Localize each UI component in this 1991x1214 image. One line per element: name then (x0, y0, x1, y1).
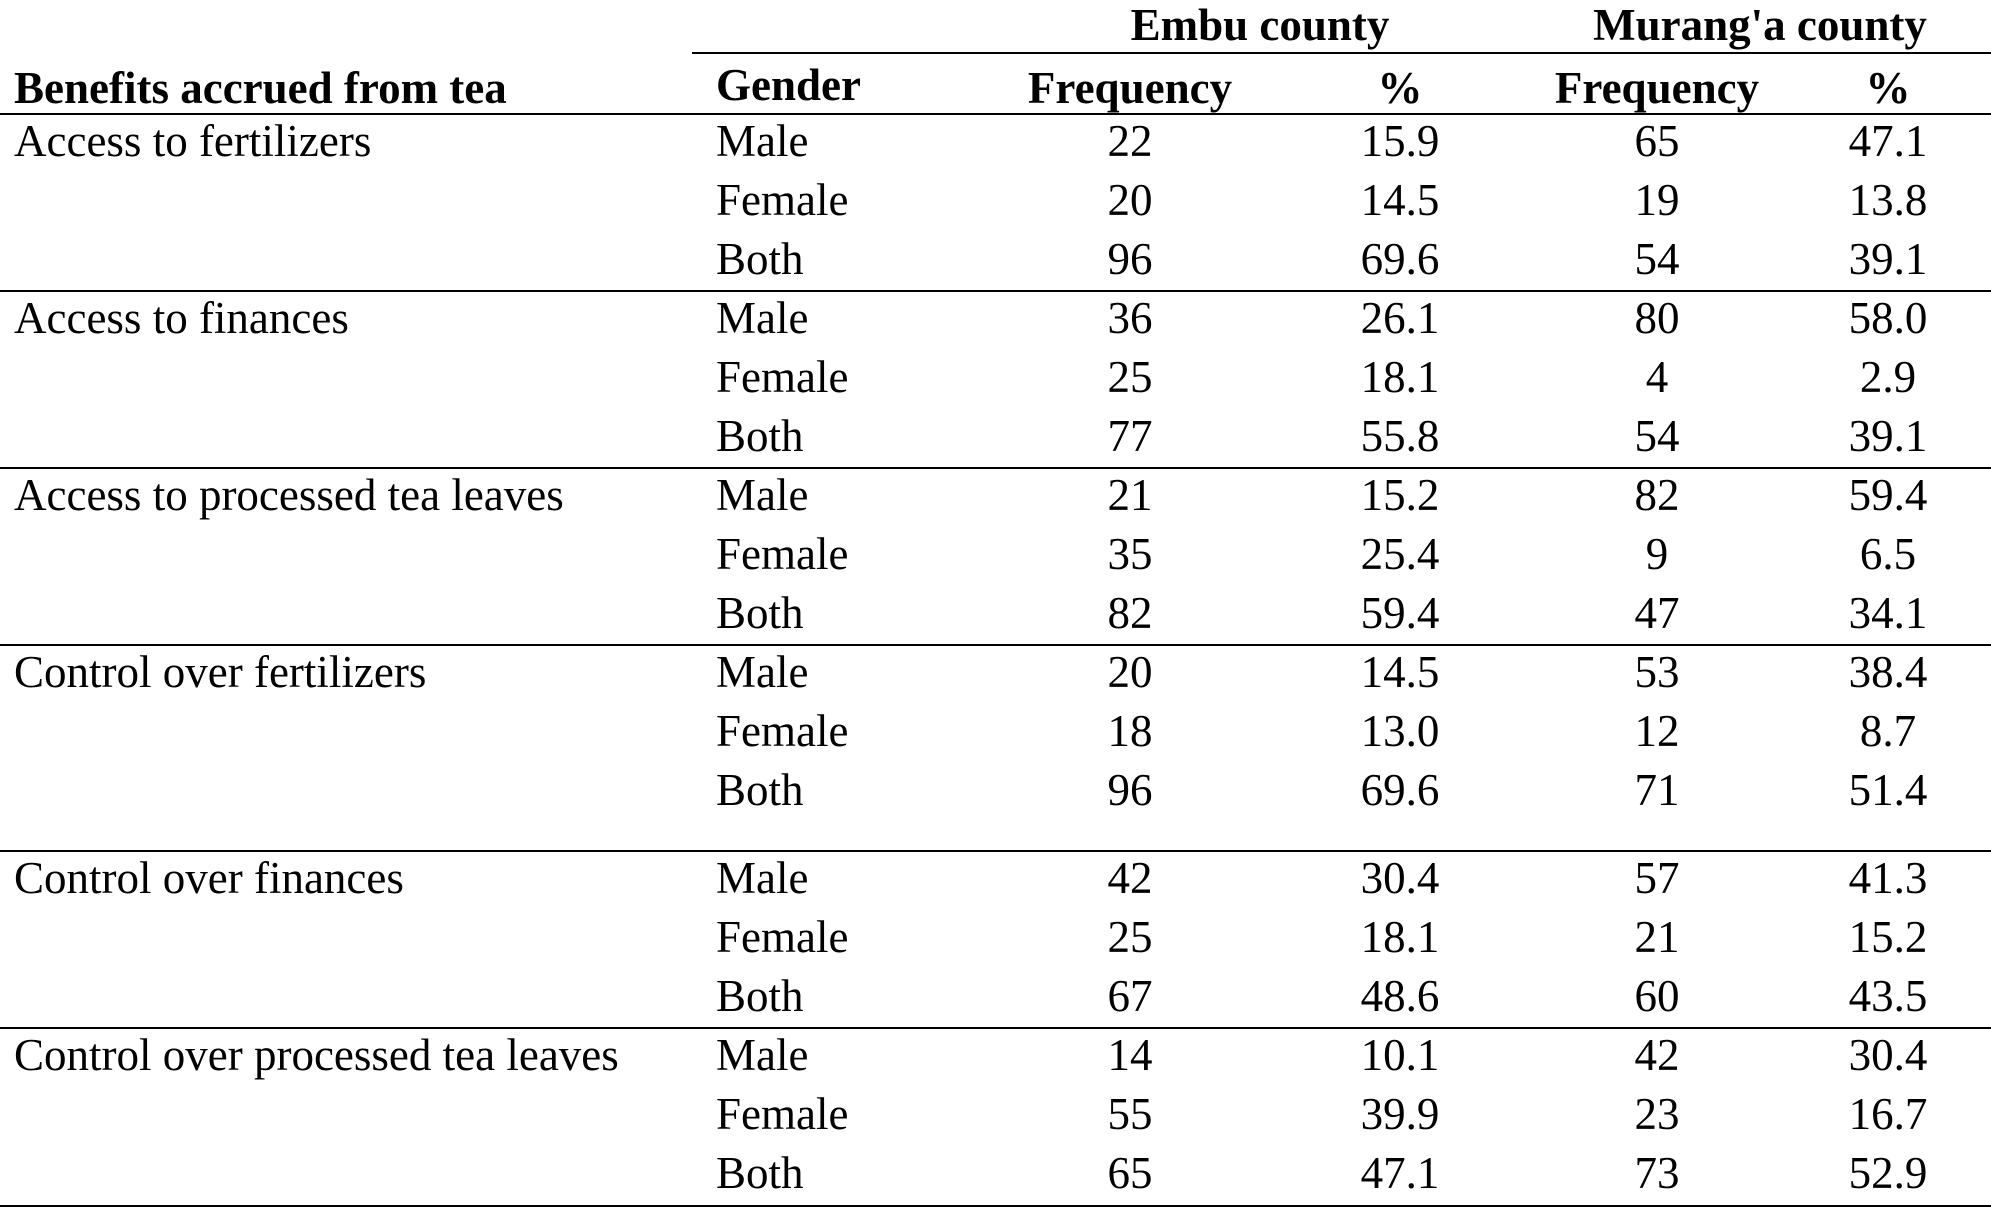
group-divider (0, 644, 1991, 646)
cell-gender: Both (716, 588, 804, 638)
cell-muranga-frequency: 57 (1634, 853, 1680, 903)
cell-embu-frequency: 35 (1107, 529, 1153, 579)
cell-embu-frequency: 20 (1107, 175, 1153, 225)
header-embu-frequency: Frequency (1027, 63, 1233, 113)
cell-embu-frequency: 36 (1107, 293, 1153, 343)
group-label: Control over processed tea leaves (14, 1030, 619, 1080)
cell-gender: Male (716, 647, 809, 697)
header-muranga-county: Murang'a county (1593, 0, 1927, 50)
cell-embu-percent: 59.4 (1360, 588, 1440, 638)
cell-embu-percent: 55.8 (1360, 411, 1440, 461)
cell-embu-percent: 10.1 (1360, 1030, 1440, 1080)
cell-gender: Male (716, 470, 809, 520)
cell-embu-percent: 13.0 (1360, 706, 1440, 756)
cell-muranga-percent: 38.4 (1848, 647, 1928, 697)
cell-embu-percent: 48.6 (1360, 971, 1440, 1021)
cell-muranga-frequency: 47 (1634, 588, 1680, 638)
header-bottom-rule (0, 113, 1991, 115)
cell-muranga-percent: 43.5 (1848, 971, 1928, 1021)
cell-muranga-percent: 39.1 (1848, 234, 1928, 284)
cell-embu-percent: 69.6 (1360, 765, 1440, 815)
cell-gender: Female (716, 529, 849, 579)
cell-muranga-frequency: 82 (1634, 470, 1680, 520)
header-gender: Gender (716, 60, 861, 110)
cell-muranga-percent: 6.5 (1859, 529, 1917, 579)
cell-embu-frequency: 18 (1107, 706, 1153, 756)
cell-embu-frequency: 14 (1107, 1030, 1153, 1080)
cell-muranga-percent: 51.4 (1848, 765, 1928, 815)
header-embu-county: Embu county (1130, 0, 1390, 50)
group-label: Access to processed tea leaves (14, 470, 564, 520)
header-benefits: Benefits accrued from tea (14, 63, 507, 113)
cell-muranga-frequency: 42 (1634, 1030, 1680, 1080)
cell-embu-percent: 14.5 (1360, 647, 1440, 697)
cell-muranga-percent: 52.9 (1848, 1148, 1928, 1198)
cell-embu-percent: 39.9 (1360, 1089, 1440, 1139)
cell-gender: Female (716, 706, 849, 756)
group-label: Access to finances (14, 293, 349, 343)
cell-gender: Male (716, 853, 809, 903)
cell-muranga-frequency: 19 (1634, 175, 1680, 225)
cell-embu-percent: 15.2 (1360, 470, 1440, 520)
cell-muranga-percent: 30.4 (1848, 1030, 1928, 1080)
cell-muranga-frequency: 65 (1634, 116, 1680, 166)
group-divider (0, 1027, 1991, 1029)
cell-muranga-frequency: 73 (1634, 1148, 1680, 1198)
cell-gender: Male (716, 116, 809, 166)
group-label: Access to fertilizers (14, 116, 372, 166)
cell-muranga-frequency: 80 (1634, 293, 1680, 343)
cell-gender: Female (716, 1089, 849, 1139)
cell-muranga-frequency: 9 (1645, 529, 1669, 579)
cell-embu-frequency: 21 (1107, 470, 1153, 520)
cell-embu-frequency: 77 (1107, 411, 1153, 461)
cell-muranga-percent: 15.2 (1848, 912, 1928, 962)
cell-muranga-frequency: 54 (1634, 234, 1680, 284)
cell-muranga-frequency: 21 (1634, 912, 1680, 962)
cell-gender: Both (716, 765, 804, 815)
header-county-rule (692, 52, 1991, 54)
cell-gender: Both (716, 411, 804, 461)
cell-embu-frequency: 25 (1107, 352, 1153, 402)
cell-embu-frequency: 65 (1107, 1148, 1153, 1198)
header-embu-percent: % (1377, 63, 1423, 113)
cell-embu-frequency: 25 (1107, 912, 1153, 962)
cell-embu-frequency: 22 (1107, 116, 1153, 166)
group-divider (0, 850, 1991, 852)
cell-embu-percent: 15.9 (1360, 116, 1440, 166)
cell-embu-percent: 14.5 (1360, 175, 1440, 225)
group-label: Control over fertilizers (14, 647, 427, 697)
cell-gender: Female (716, 352, 849, 402)
cell-embu-frequency: 42 (1107, 853, 1153, 903)
cell-muranga-frequency: 23 (1634, 1089, 1680, 1139)
cell-embu-percent: 18.1 (1360, 352, 1440, 402)
cell-embu-frequency: 55 (1107, 1089, 1153, 1139)
group-divider (0, 1205, 1991, 1207)
cell-muranga-percent: 16.7 (1848, 1089, 1928, 1139)
cell-muranga-percent: 47.1 (1848, 116, 1928, 166)
cell-muranga-percent: 13.8 (1848, 175, 1928, 225)
cell-muranga-frequency: 12 (1634, 706, 1680, 756)
group-divider (0, 467, 1991, 469)
cell-embu-frequency: 20 (1107, 647, 1153, 697)
cell-embu-percent: 25.4 (1360, 529, 1440, 579)
cell-embu-frequency: 96 (1107, 765, 1153, 815)
group-divider (0, 290, 1991, 292)
cell-muranga-percent: 58.0 (1848, 293, 1928, 343)
group-label: Control over finances (14, 853, 404, 903)
cell-muranga-frequency: 60 (1634, 971, 1680, 1021)
cell-muranga-percent: 34.1 (1848, 588, 1928, 638)
cell-embu-frequency: 96 (1107, 234, 1153, 284)
cell-embu-percent: 69.6 (1360, 234, 1440, 284)
cell-muranga-frequency: 53 (1634, 647, 1680, 697)
header-muranga-frequency: Frequency (1554, 63, 1760, 113)
cell-muranga-percent: 2.9 (1859, 352, 1917, 402)
cell-muranga-frequency: 4 (1645, 352, 1669, 402)
cell-embu-frequency: 82 (1107, 588, 1153, 638)
header-muranga-percent: % (1865, 63, 1911, 113)
cell-gender: Both (716, 234, 804, 284)
cell-embu-percent: 47.1 (1360, 1148, 1440, 1198)
cell-gender: Female (716, 175, 849, 225)
cell-embu-percent: 26.1 (1360, 293, 1440, 343)
cell-muranga-percent: 39.1 (1848, 411, 1928, 461)
cell-muranga-frequency: 54 (1634, 411, 1680, 461)
cell-muranga-percent: 41.3 (1848, 853, 1928, 903)
cell-embu-frequency: 67 (1107, 971, 1153, 1021)
cell-gender: Male (716, 293, 809, 343)
cell-embu-percent: 30.4 (1360, 853, 1440, 903)
cell-gender: Both (716, 1148, 804, 1198)
cell-gender: Male (716, 1030, 809, 1080)
cell-embu-percent: 18.1 (1360, 912, 1440, 962)
cell-muranga-frequency: 71 (1634, 765, 1680, 815)
cell-muranga-percent: 59.4 (1848, 470, 1928, 520)
cell-gender: Female (716, 912, 849, 962)
cell-gender: Both (716, 971, 804, 1021)
cell-muranga-percent: 8.7 (1859, 706, 1917, 756)
